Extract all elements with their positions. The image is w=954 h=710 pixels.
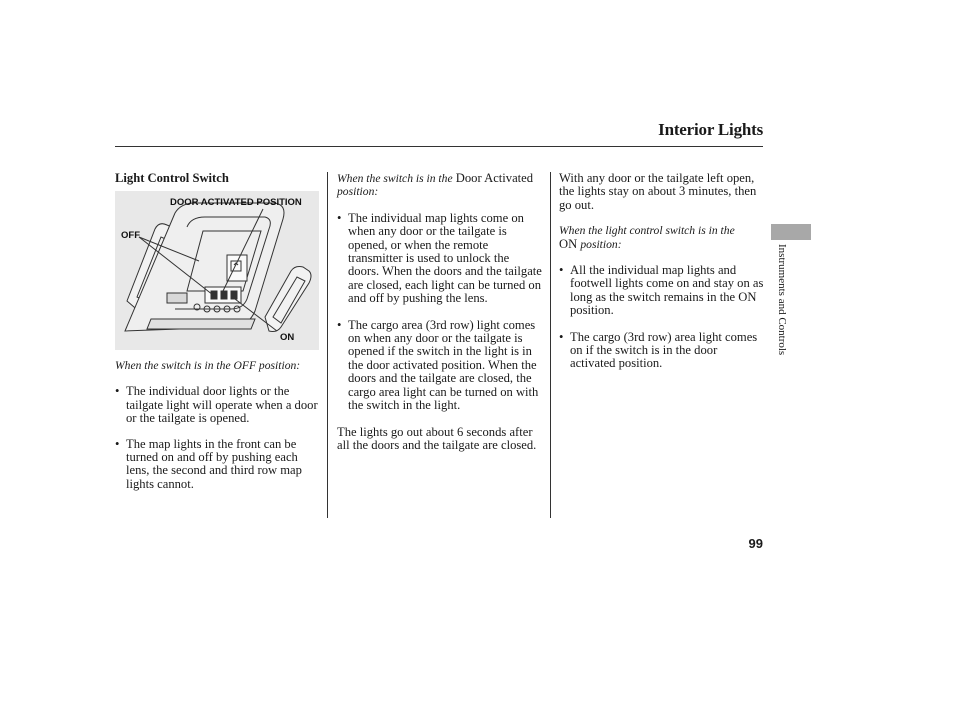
header-rule (115, 146, 763, 147)
page-number: 99 (748, 536, 763, 551)
caption-italic-part-1: When the switch is in the (337, 172, 453, 185)
left-bullet-1: • The individual door lights or the tailgate light will operate when a door or the tailgate is opened. (115, 385, 320, 425)
middle-column-text (337, 172, 542, 452)
section-heading: Light Control Switch (115, 171, 229, 185)
light-control-switch-illustration (115, 191, 319, 350)
off-position-caption: When the switch is in the OFF position: (115, 359, 301, 372)
right-caption-plain: ON (559, 236, 581, 251)
door-activated-label: DOOR ACTIVATED POSITION (170, 197, 302, 208)
right-caption-italic-1: When the light control switch is in the (559, 224, 735, 238)
overhead-console-drawing (115, 191, 319, 350)
left-column-text (115, 359, 320, 491)
right-bullet-2: • The cargo (3rd row) area light comes on if the switch is in the door activated position. (559, 331, 764, 371)
caption-plain-part: Door Activated (452, 171, 534, 185)
on-label: ON (280, 332, 295, 343)
right-intro-paragraph: With any door or the tailgate left open, the lights stay on about 3 minutes, then go out. (559, 171, 757, 212)
door-activated-caption (337, 172, 542, 199)
off-label: OFF (121, 230, 140, 241)
right-column-text (559, 172, 764, 371)
column-divider-1 (327, 172, 328, 518)
right-bullet-1: • All the individual map lights and footwell lights come on and stay on as long as the switch remains in the ON position. (559, 264, 764, 318)
caption-italic-part-2: position: (337, 185, 379, 199)
column-divider-2 (550, 172, 551, 518)
page-title: Interior Lights (658, 120, 763, 139)
section-side-label: Instruments and Controls (776, 244, 788, 356)
middle-closing-paragraph: The lights go out about 6 seconds after all the doors and the tailgate are closed. (337, 424, 537, 452)
right-caption-italic-2: position: (580, 237, 622, 251)
on-position-caption (559, 224, 764, 251)
section-tab-marker (771, 224, 811, 240)
left-bullet-2: • The map lights in the front can be turned on and off by pushing each lens, the second and third row map lights cannot. (115, 438, 320, 492)
middle-bullet-1: • The individual map lights come on when any door or the tailgate is opened, or when the remote transmitter is used to unlock the doors. When the doors and the tailgate are closed, each light can be turned on and off by pushing the lens. (337, 212, 542, 306)
middle-bullet-2: • The cargo area (3rd row) light comes on when any door or the tailgate is opened if the switch in the light is in the door activated position. When the doors and the tailgate are closed, the cargo area light can be turned on with the switch in the light. (337, 319, 542, 413)
